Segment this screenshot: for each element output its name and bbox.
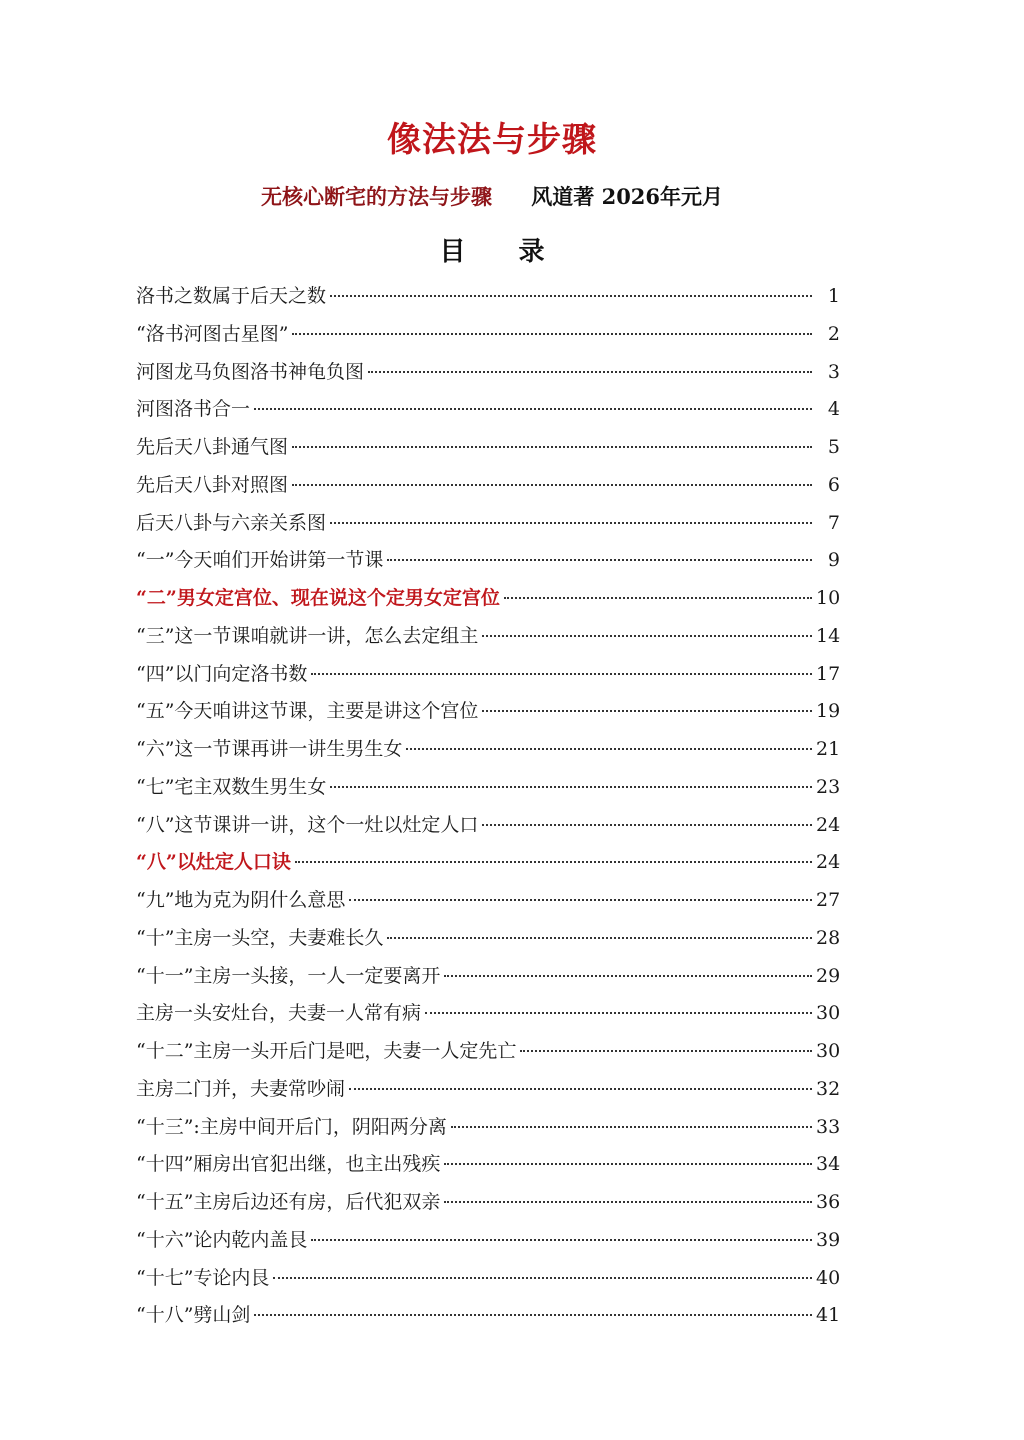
toc-entry-page-number: 14	[816, 624, 841, 647]
toc-entry-title: “十七”专论内艮	[136, 1266, 270, 1289]
dot-leader	[292, 446, 812, 448]
toc-entry	[136, 693, 840, 731]
toc-entry-page-number: 23	[816, 775, 841, 798]
dot-leader	[368, 371, 812, 373]
toc-entry-page-number: 29	[816, 964, 841, 987]
dot-leader	[311, 673, 812, 675]
toc-entry-page-number: 4	[827, 398, 840, 421]
toc-entry-title: “十三”:主房中间开后门，阴阳两分离	[136, 1115, 447, 1138]
toc-entry	[136, 429, 840, 467]
dot-leader	[482, 710, 812, 712]
toc-entry	[136, 505, 840, 543]
dot-leader	[482, 635, 812, 637]
dot-leader	[292, 333, 812, 335]
toc-entry-title: “十四”厢房出官犯出继，也主出残疾	[136, 1153, 441, 1176]
toc-entry-page-number: 33	[816, 1115, 841, 1138]
toc-entry-title: “十一”主房一头接，一人一定要离开	[136, 964, 441, 987]
dot-leader	[349, 899, 812, 901]
toc-entry-page-number: 17	[816, 662, 841, 685]
dot-leader	[254, 1314, 812, 1316]
toc-entry	[136, 995, 840, 1033]
toc-entry	[136, 1184, 840, 1222]
dot-leader	[292, 484, 812, 486]
toc-entry-page-number: 10	[816, 587, 841, 609]
toc-entry-title: “三”这一节课咱就讲一讲，怎么去定组主	[136, 624, 479, 647]
dot-leader	[520, 1050, 812, 1052]
toc-entry-title: “四”以门向定洛书数	[136, 662, 308, 685]
toc-entry-page-number: 21	[816, 738, 841, 760]
dot-leader	[387, 559, 812, 561]
toc-entry	[136, 1222, 840, 1260]
toc-entry	[136, 920, 840, 958]
toc-entry-page-number: 19	[816, 700, 841, 723]
dot-leader	[295, 861, 812, 863]
toc-entry-page-number: 34	[816, 1153, 841, 1176]
toc-entry-title: “洛书河图古星图”	[136, 322, 289, 345]
dot-leader	[330, 295, 812, 297]
toc-entry	[136, 354, 840, 392]
toc-entry-page-number: 27	[816, 889, 841, 911]
dot-leader	[425, 1012, 812, 1014]
toc-entry-page-number: 3	[827, 360, 840, 383]
toc-entry-title: “五”今天咱讲这节课，主要是讲这个宫位	[136, 700, 479, 723]
toc-entry-page-number: 1	[827, 285, 840, 307]
toc-entry	[136, 1297, 840, 1335]
toc-entry	[136, 391, 840, 429]
toc-entry-title: 后天八卦与六亲关系图	[136, 511, 327, 534]
toc-entry-page-number: 6	[827, 473, 840, 496]
toc-entry-title: “十二”主房一头开后门是吧，夫妻一人定先亡	[136, 1040, 517, 1062]
document-title: 像法法与步骤	[387, 120, 597, 160]
toc-entry	[136, 731, 840, 769]
toc-entry	[136, 316, 840, 354]
toc-entry-page-number: 30	[816, 1040, 841, 1062]
toc-entry-page-number: 40	[816, 1266, 841, 1289]
toc-entry	[136, 1033, 840, 1071]
toc-entry	[136, 656, 840, 694]
toc-entry-title: 先后天八卦对照图	[136, 473, 289, 496]
dot-leader	[444, 975, 812, 977]
toc-entry-title: “一”今天咱们开始讲第一节课	[136, 549, 384, 572]
dot-leader	[330, 522, 812, 524]
toc-entry-title: “九”地为克为阴什么意思	[136, 889, 346, 911]
toc-entry	[136, 769, 840, 807]
toc-entry-title: “十六”论内乾内盖艮	[136, 1228, 308, 1251]
toc-entry-title: 主房二门并，夫妻常吵闹	[136, 1077, 346, 1100]
toc-entry-title: “八”这节课讲一讲，这个一灶以灶定人口	[136, 813, 479, 836]
toc-entry	[136, 958, 840, 996]
toc-entry	[136, 844, 840, 882]
toc-entry-title: 洛书之数属于后天之数	[136, 285, 327, 307]
dot-leader	[444, 1163, 812, 1165]
toc-entry-title: “二”男女定宫位、现在说这个定男女定宫位	[136, 587, 500, 609]
toc-entry-page-number: 39	[816, 1228, 841, 1251]
subtitle-author-date: 风道著 2026年元月	[531, 184, 724, 209]
toc-entry-title: 主房一头安灶台，夫妻一人常有病	[136, 1002, 422, 1025]
toc-entry-title: “六”这一节课再讲一讲生男生女	[136, 738, 403, 760]
toc-entry-title: “七”宅主双数生男生女	[136, 775, 327, 798]
toc-entry-page-number: 24	[816, 813, 841, 836]
toc-entry	[136, 542, 840, 580]
toc-entry-title: “十”主房一头空，夫妻难长久	[136, 926, 384, 949]
toc-entry-page-number: 30	[816, 1002, 841, 1025]
toc-entry	[136, 1260, 840, 1298]
toc-heading: 目 录	[439, 237, 567, 267]
dot-leader	[349, 1088, 812, 1090]
dot-leader	[387, 937, 812, 939]
toc-entry-page-number: 24	[816, 851, 841, 874]
toc-entry	[136, 1109, 840, 1147]
dot-leader	[482, 824, 812, 826]
toc-entry-page-number: 2	[827, 322, 840, 345]
toc-entry-title: “八”以灶定人口诀	[136, 851, 291, 874]
toc-entry-title: 先后天八卦通气图	[136, 436, 289, 458]
toc-entry	[136, 1071, 840, 1109]
toc-entry-page-number: 9	[827, 549, 840, 572]
dot-leader	[311, 1239, 812, 1241]
toc-entry	[136, 618, 840, 656]
toc-entry	[136, 278, 840, 316]
table-of-contents	[136, 278, 840, 1335]
toc-entry	[136, 807, 840, 845]
toc-entry	[136, 1146, 840, 1184]
dot-leader	[451, 1126, 812, 1128]
toc-entry-title: 河图洛书合一	[136, 398, 251, 421]
toc-entry-page-number: 28	[816, 926, 841, 949]
toc-entry-page-number: 5	[827, 436, 840, 458]
toc-entry-page-number: 36	[816, 1191, 841, 1213]
dot-leader	[330, 786, 812, 788]
dot-leader	[504, 597, 812, 599]
toc-entry-title: “十八”劈山剑	[136, 1304, 251, 1327]
toc-entry-title: “十五”主房后边还有房，后代犯双亲	[136, 1191, 441, 1213]
toc-entry	[136, 580, 840, 618]
dot-leader	[444, 1201, 812, 1203]
toc-entry-page-number: 7	[827, 511, 840, 534]
toc-entry-page-number: 41	[816, 1304, 841, 1327]
toc-entry	[136, 882, 840, 920]
dot-leader	[273, 1277, 812, 1279]
document-subtitle	[0, 181, 984, 211]
dot-leader	[254, 408, 812, 410]
toc-entry	[136, 467, 840, 505]
subtitle-book-name: 无核心断宅的方法与步骤	[260, 184, 492, 209]
toc-entry-title: 河图龙马负图洛书神龟负图	[136, 360, 365, 383]
dot-leader	[406, 748, 812, 750]
toc-entry-page-number: 32	[816, 1077, 841, 1100]
